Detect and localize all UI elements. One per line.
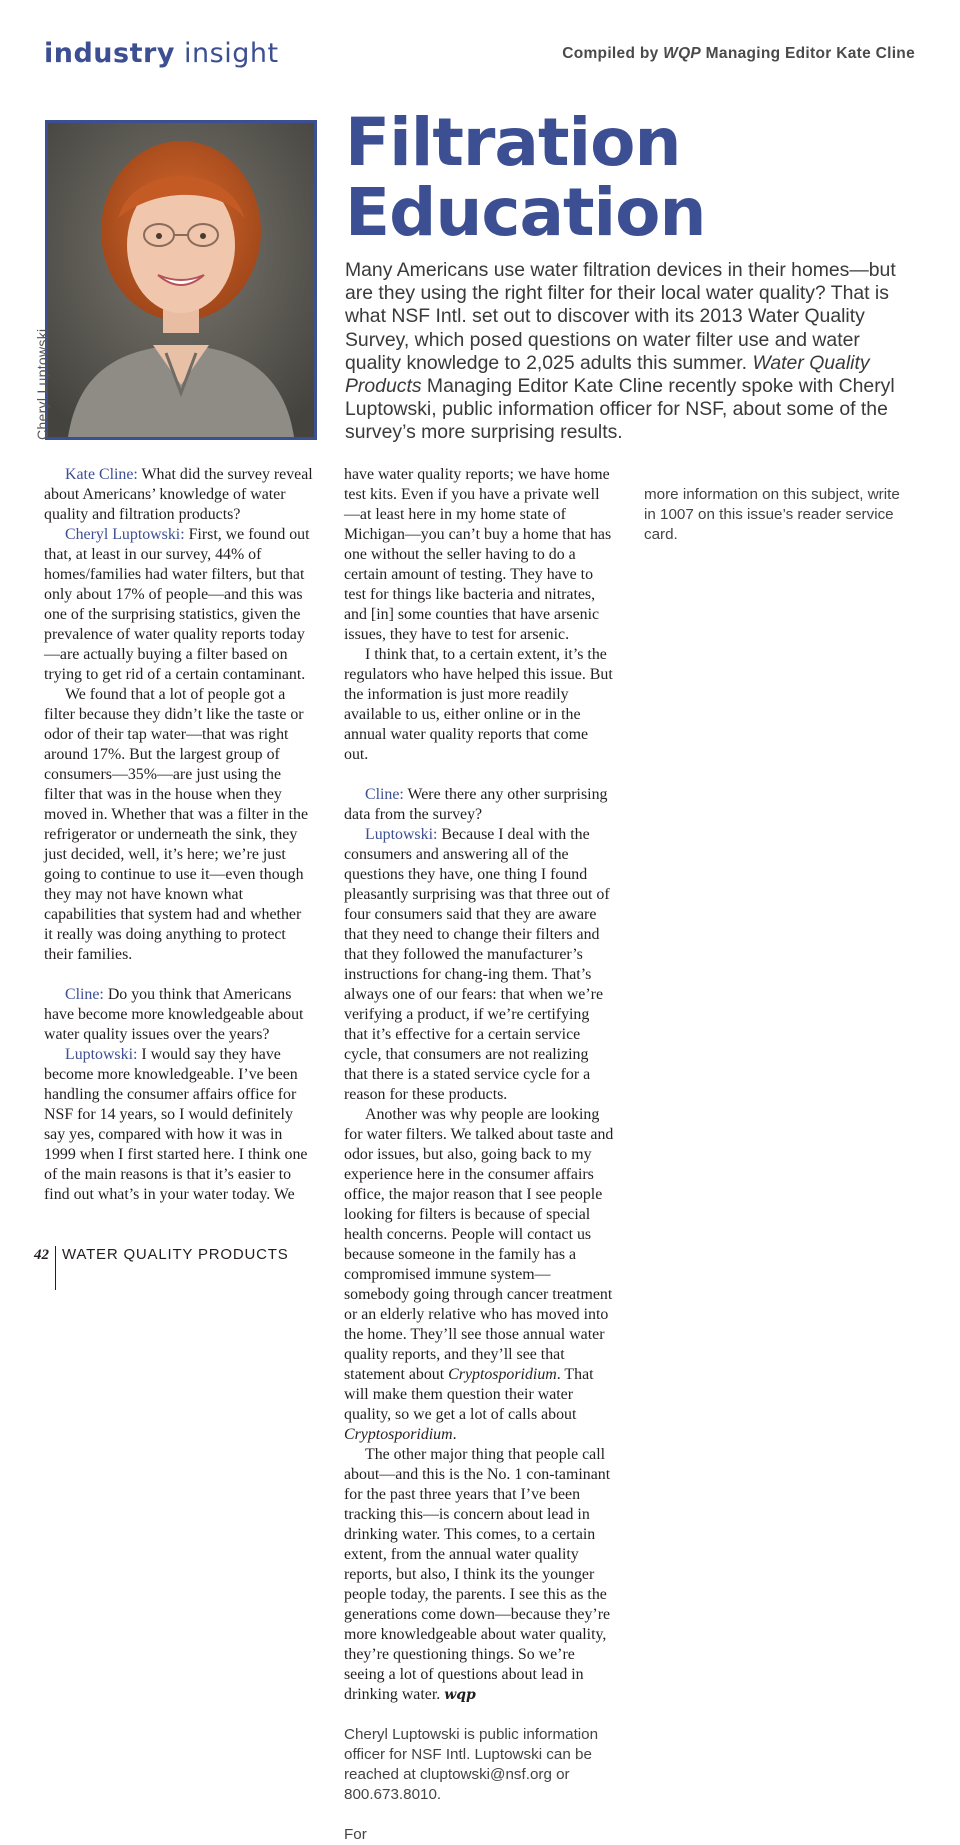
compiled-prefix: Compiled by — [562, 45, 664, 62]
portrait-illustration — [48, 123, 314, 437]
compiled-publication: WQP — [663, 45, 702, 62]
title-line-1: Filtration — [345, 104, 681, 181]
body-column-1 — [44, 465, 314, 1205]
crypto-term: Cryptosporidium — [344, 1426, 453, 1443]
section-label-bold: industry — [44, 38, 175, 69]
paragraph-text: . — [452, 1426, 457, 1443]
question-1 — [44, 465, 314, 525]
question-text: Do you think that Americans have become more knowledgeable about water quality issues over the years? — [44, 986, 304, 1043]
answer-3-paragraph-2 — [344, 1105, 614, 1445]
continued-text: more information on this subject, write in 1007 on this issue’s reader service card. — [644, 486, 900, 543]
body-column-2 — [344, 465, 614, 1845]
section-label — [44, 38, 279, 69]
body-column-3 — [644, 465, 914, 545]
paragraph-text: . That will make them question their water quality, so we get a lot of calls about — [344, 1366, 594, 1423]
answer-2-paragraph-2: I think that, to a certain extent, it’s the regulators who have helped this issue. But the information is just more readily available to us, either online or in the annual water quality reports that come out. — [344, 646, 613, 763]
continued-paragraph — [644, 485, 914, 545]
speaker-label: Cline: — [65, 986, 104, 1003]
article-deck — [345, 259, 920, 445]
question-text: Were there any other surprising data from the survey? — [344, 786, 608, 823]
author-bio: Cheryl Luptowski is public information officer for NSF Intl. Luptowski can be reached at cluptowski@nsf.org or 800.673.8010. — [344, 1726, 599, 1803]
reader-service-info: For — [344, 1826, 367, 1843]
answer-text: First, we found out that, at least in our survey, 44% of homes/families had water filters, but that only about 17% of people—and this was one of the surprising statistics, given the prevalence of water quality reports today—are actually buying a filter based on trying to get rid of a certain contaminant. — [44, 526, 310, 683]
answer-1 — [44, 525, 314, 685]
deck-text-1: Many Americans use water filtration devices in their homes—but are they using the right filter for their local water quality? That is what NSF Intl. set out to discover with its 2013 Water Quality Survey, which posed questions on water filter use and water quality knowledge to 2,025 adults this summer. — [345, 259, 896, 374]
question-3 — [344, 785, 614, 825]
page-number: 42 — [34, 1247, 49, 1263]
speaker-label: Cline: — [365, 786, 404, 803]
footer-divider — [55, 1246, 56, 1290]
answer-text: Because I deal with the consumers and answering all of the questions they have, one thing I found pleasantly surprising was that three out of four consumers said that they are aware that they need to change their filters and that they followed the manufacturer’s instructions for chang-ing them. That’s always one of our fears: that when we’re verifying a product, if we’re certifying that it’s effective for a certain service cycle, that consumers are not realizing that there is a stated service cycle for a reason for these products. — [344, 826, 610, 1103]
article-title — [345, 104, 706, 251]
speaker-label: Cheryl Luptowski: — [65, 526, 185, 543]
answer-text: I would say they have become more knowledgeable. I’ve been handling the consumer affairs office for NSF for 14 years, so I would definitely say yes, compared with how it was in 1999 when I first started here. I think one of the main reasons is that it’s easier to find out what’s in your water today. We — [44, 1046, 308, 1203]
compiled-by-credit — [562, 45, 915, 63]
question-text: What did the survey reveal about Americans’ knowledge of water quality and filtration products? — [44, 466, 313, 523]
title-line-2: Education — [345, 174, 706, 251]
speaker-label: Luptowski: — [65, 1046, 138, 1063]
answer-3-paragraph-3 — [344, 1445, 614, 1705]
end-mark-logo: wqp — [444, 1687, 476, 1703]
deck-publication: Water Quality Products — [345, 351, 870, 398]
deck-text-2: Managing Editor Kate Cline recently spoke with Cheryl Luptowski, public information officer for NSF, about some of the survey’s more surprising results. — [345, 375, 895, 444]
compiled-suffix: Managing Editor Kate Cline — [701, 45, 915, 62]
paragraph-text: The other major thing that people call about—and this is the No. 1 con-taminant for the past three years that I’ve been tracking this—is concern about lead in drinking water. This comes, to a certain extent, from the annual water quality reports, but also, I think its the younger people today, the parents. I see this as the generations come down—because they’re more knowledgeable about water quality, they’re questioning things. So we’re seeing a lot of questions about lead in drinking water. — [344, 1446, 611, 1703]
portrait-photo — [45, 120, 317, 440]
page-footer — [34, 1246, 289, 1290]
answer-2 — [44, 1045, 314, 1205]
speaker-label: Luptowski: — [365, 826, 438, 843]
answer-1-paragraph-2: We found that a lot of people got a filter because they didn’t like the taste or odor of their tap water—that was right around 17%. But the largest group of consumers—35%—are just using the filter that was in the house when they moved in. Whether that was a filter in the refrigerator or underneath the sink, they just decided, well, it’s here; we’re just going to continue to use it—even though they may not have known what capabilities that system had and whether it really was doing anything to protect their families. — [44, 686, 309, 963]
crypto-term: Cryptosporidium — [448, 1366, 557, 1383]
section-label-light: insight — [184, 38, 279, 69]
photo-credit: Cheryl Luptowski — [34, 328, 50, 440]
continued-paragraph — [344, 465, 614, 645]
answer-3 — [344, 825, 614, 1105]
paragraph-text: Another was why people are looking for water filters. We talked about taste and odor issues, but also, going back to my experience here in the consumer affairs office, the major reason that I see people looking for filters is because of special health concerns. People will contact us because someone in the family has a compromised immune system—somebody going through cancer treatment or an elderly relative who has moved into the home. They’ll see those annual water quality reports, and they’ll see that statement about — [344, 1106, 614, 1383]
continued-text: have water quality reports; we have home test kits. Even if you have a private well—at least here in my home state of Michigan—you can’t buy a home that has one without the seller having to do a certain amount of testing. They have to test for things like bacteria and nitrates, and [in] some counties that have arsenic issues, they have to test for arsenic. — [344, 466, 612, 643]
speaker-label: Kate Cline: — [65, 466, 138, 483]
question-2 — [44, 985, 314, 1045]
publication-name: WATER QUALITY PRODUCTS — [62, 1246, 289, 1263]
